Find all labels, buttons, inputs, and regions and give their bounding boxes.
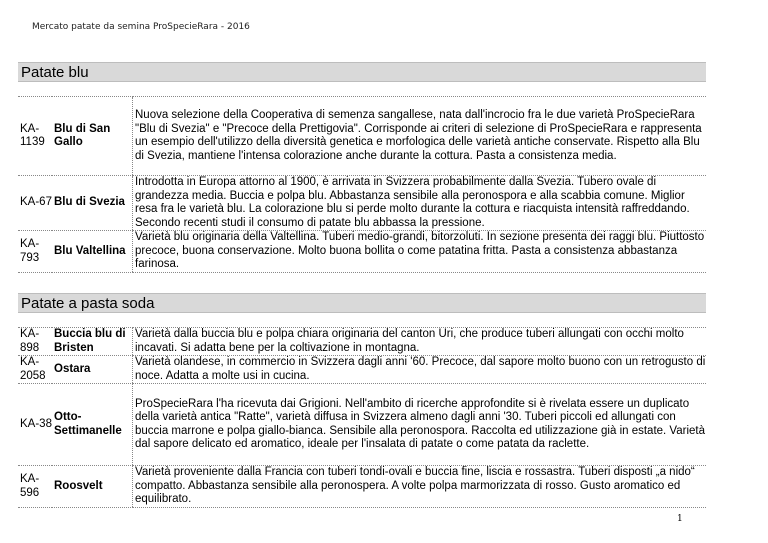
section-title: Patate a pasta soda	[21, 295, 155, 312]
variety-code: KA-793	[18, 231, 52, 273]
variety-description: Varietà olandese, in commercio in Svizzera dagli anni '60. Precoce, dal sapore molto buono con un retrogusto di noce. Adatta a molte usi in cucina.	[133, 356, 707, 384]
variety-code: KA-38	[18, 384, 52, 466]
variety-name: Roosvelt	[52, 466, 133, 508]
table-row	[18, 384, 706, 466]
section-header-patate-blu	[18, 62, 706, 82]
variety-name: Blu Valtellina	[52, 231, 133, 273]
variety-name: Blu di Svezia	[52, 176, 133, 231]
table-row	[18, 466, 706, 508]
table-row	[18, 97, 706, 176]
variety-code: KA-67	[18, 176, 52, 231]
variety-name: Otto-Settimanelle	[52, 384, 133, 466]
variety-description: Varietà proveniente dalla Francia con tuberi tondi-ovali e buccia fine, liscia e rossastra. Tuberi disposti „a nido“ compatto. Abbastanza sensibile alla peronospera. A volte polpa marmorizzata di rosso. Gusto aromatico ed equilibrato.	[133, 466, 707, 508]
variety-description: Nuova selezione della Cooperativa di semenza sangallese, nata dall'incrocio fra le due varietà ProSpecieRara "Blu di Svezia" e "Precoce della Prettigovia". Corrisponde ai criteri di selezione di ProSpecieRara e rappresenta un esempio dell'utilizzo della diversità genetica e morfologica delle varietà antiche conservate. Rispetto alla Blu di Svezia, mantiene l'intensa colorazione anche durante la cottura. Pasta a consistenza media.	[133, 97, 707, 176]
variety-code: KA-2058	[18, 356, 52, 384]
page-number: 1	[677, 514, 683, 524]
section-header-patate-pasta-soda	[18, 293, 706, 313]
section-title: Patate blu	[21, 64, 89, 81]
table-row	[18, 328, 706, 356]
variety-table-patate-pasta-soda	[18, 327, 706, 508]
variety-code: KA-1139	[18, 97, 52, 176]
variety-table-patate-blu	[18, 96, 706, 273]
variety-description: ProSpecieRara l'ha ricevuta dai Grigioni. Nell'ambito di ricerche approfondite si è rivelata essere un duplicato della varietà antica "Ratte", varietà diffusa in Svizzera almeno dagli anni '30. Tuberi piccoli ed allungati con buccia marrone e polpa giallo-bianca. Sensibile alla peronospora. Raccolta ed utilizzazione già in estate. Varietà dal sapore delicato ed aromatico, ideale per l'insalata di patate o come patata da raclette.	[133, 384, 707, 466]
variety-name: Blu di San Gallo	[52, 97, 133, 176]
table-row	[18, 176, 706, 231]
variety-code: KA-596	[18, 466, 52, 508]
table-row	[18, 356, 706, 384]
table-row	[18, 231, 706, 273]
variety-code: KA-898	[18, 328, 52, 356]
page-header: Mercato patate da semina ProSpecieRara - 2016	[32, 22, 250, 32]
variety-description: Varietà blu originaria della Valtellina. Tuberi medio-grandi, bitorzoluti. In sezione presenta dei raggi blu. Piuttosto precoce, buona conservazione. Molto buona bollita o come patatina fritta. Pasta a consistenza abbastanza farinosa.	[133, 231, 707, 273]
variety-description: Introdotta in Europa attorno al 1900, è arrivata in Svizzera probabilmente dalla Svezia. Tubero ovale di grandezza media. Buccia e polpa blu. Abbastanza sensibile alla peronospora e alla scabbia comune. Miglior resa fra le varietà blu. La colorazione blu si perde molto durante la cottura e riacquista intensità raffreddando. Secondo recenti studi il consumo di patate blu abbassa la pressione.	[133, 176, 707, 231]
variety-name: Buccia blu di Bristen	[52, 328, 133, 356]
variety-description: Varietà dalla buccia blu e polpa chiara originaria del canton Uri, che produce tuberi allungati con occhi molto incavati. Si adatta bene per la coltivazione in montagna.	[133, 328, 707, 356]
variety-name: Ostara	[52, 356, 133, 384]
